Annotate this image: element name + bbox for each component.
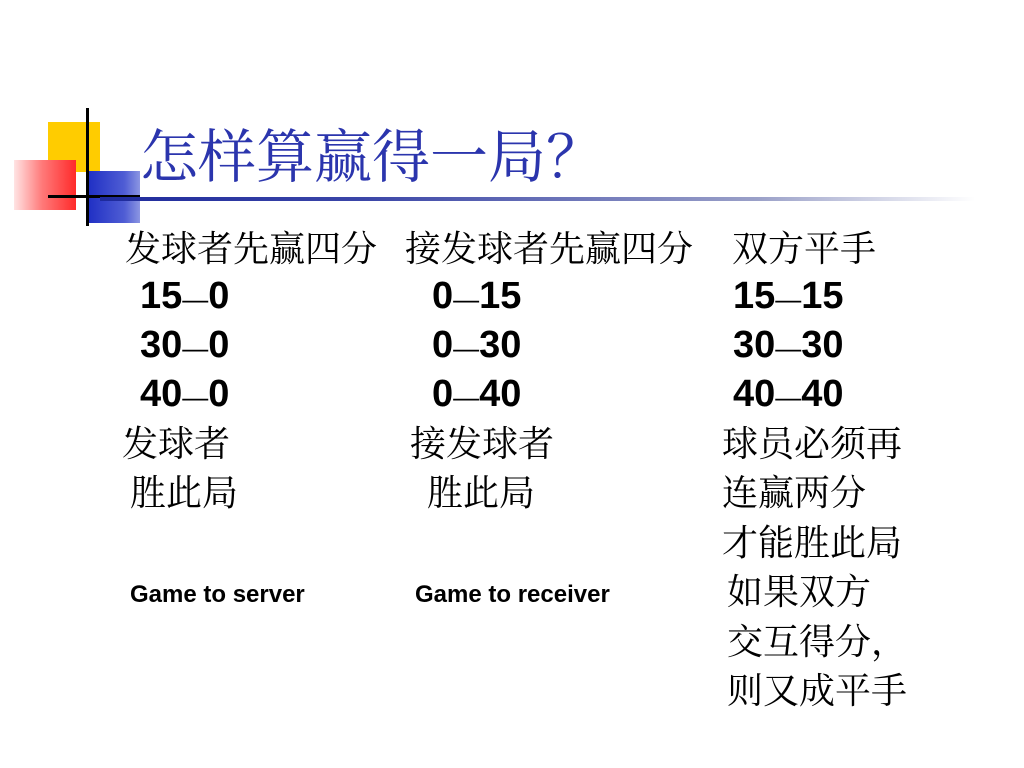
score-left: 30 <box>733 324 776 366</box>
result-line: 如果双方 <box>727 572 872 613</box>
score-left: 0 <box>432 275 454 317</box>
red-gradient-square <box>14 160 76 210</box>
column-header: 发球者先赢四分 <box>125 229 378 270</box>
score-dash: — <box>453 333 480 363</box>
result-line: 才能胜此局 <box>722 523 903 564</box>
result-line: 球员必须再 <box>722 424 903 465</box>
english-caption: Game to receiver <box>415 581 610 608</box>
vertical-black-line <box>86 108 89 226</box>
score-left: 15 <box>140 275 183 317</box>
score-left: 0 <box>432 324 454 366</box>
score <box>140 274 229 321</box>
score-right: 30 <box>801 324 844 366</box>
score-right: 0 <box>208 275 230 317</box>
english-caption: Game to server <box>130 581 305 608</box>
score-dash: — <box>182 382 209 412</box>
result-line: 则又成平手 <box>727 671 908 712</box>
score-dash: — <box>182 333 209 363</box>
score-left: 40 <box>140 373 183 415</box>
score <box>733 372 844 419</box>
result-line: 接发球者 <box>410 424 555 465</box>
score-dash: — <box>775 333 802 363</box>
result-line: 交互得分， <box>727 622 908 663</box>
result-line: 胜此局 <box>130 473 239 514</box>
score-left: 15 <box>733 275 776 317</box>
score <box>733 323 844 370</box>
column-header: 接发球者先赢四分 <box>405 229 694 270</box>
result-line: 胜此局 <box>427 473 536 514</box>
score-dash: — <box>453 284 480 314</box>
result-line: 连赢两分 <box>722 473 867 514</box>
score-right: 30 <box>479 324 522 366</box>
score-left: 40 <box>733 373 776 415</box>
title-underline <box>100 197 975 201</box>
score-dash: — <box>775 382 802 412</box>
score-right: 0 <box>208 324 230 366</box>
score-dash: — <box>453 382 480 412</box>
score-dash: — <box>182 284 209 314</box>
column-header: 双方平手 <box>732 229 877 270</box>
score-right: 15 <box>479 275 522 317</box>
score <box>733 274 844 321</box>
score-right: 0 <box>208 373 230 415</box>
score-right: 15 <box>801 275 844 317</box>
slide-title: 怎样算赢得一局？ <box>140 123 605 191</box>
score <box>432 274 521 321</box>
score <box>140 323 229 370</box>
score-left: 0 <box>432 373 454 415</box>
score-right: 40 <box>801 373 844 415</box>
score <box>432 372 521 419</box>
score-dash: — <box>775 284 802 314</box>
score <box>432 323 521 370</box>
score <box>140 372 229 419</box>
result-line: 发球者 <box>122 424 231 465</box>
score-left: 30 <box>140 324 183 366</box>
score-right: 40 <box>479 373 522 415</box>
